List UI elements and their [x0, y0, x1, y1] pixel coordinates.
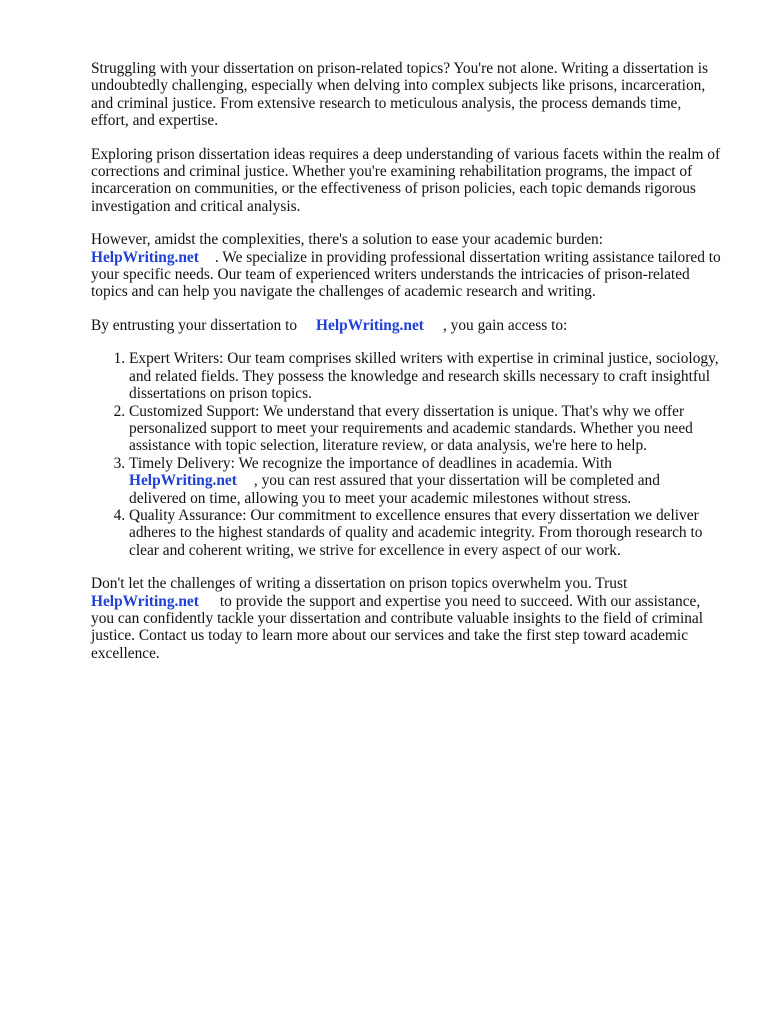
timely-delivery-text-after: , you can rest assured that your dissertation will be completed and delivered on time, allowing you to meet your academic milestones without stress. — [129, 472, 660, 507]
helpwriting-link[interactable]: HelpWriting.net — [91, 248, 199, 266]
list-item: 2. Customized Support: We understand that every dissertation is unique. That's why we offer personalized support to meet your requirements and academic standards. Whether you need assistance with topic selection, literature review, or data analysis, we're here to help. — [129, 403, 721, 455]
benefits-list — [91, 350, 721, 559]
closing-text-before: Don't let the challenges of writing a dissertation on prison topics overwhelm you. Trust — [91, 575, 628, 593]
solution-text-after: . We specialize in providing professional dissertation writing assistance tailored to your specific needs. Our team of experienced writers understands the intricacies of prison-related topics and can help you navigate the challenges of academic research and writing. — [91, 248, 721, 301]
timely-delivery-text: Timely Delivery: We recognize the importance of deadlines in academia. With — [129, 454, 612, 472]
helpwriting-link[interactable]: HelpWriting.net — [129, 472, 237, 490]
helpwriting-link[interactable]: HelpWriting.net — [91, 592, 199, 610]
intro-paragraph: Struggling with your dissertation on prison-related topics? You're not alone. Writing a dissertation is undoubtedly challenging, especially when delving into complex subjects like prisons, incarceration, and criminal justice. From extensive research to meticulous analysis, the process demands time, effort, and expertise. — [91, 60, 708, 130]
list-item — [129, 455, 721, 507]
solution-text-before: However, amidst the complexities, there's a solution to ease your academic burden: — [91, 231, 604, 249]
helpwriting-link[interactable]: HelpWriting.net — [316, 316, 424, 334]
closing-text-after: to provide the support and expertise you need to succeed. With our assistance, you can confidently tackle your dissertation and contribute valuable insights to the field of criminal justice. Contact us today to learn more about our services and take the first step toward academic excellence. — [91, 592, 704, 662]
exploring-paragraph: Exploring prison dissertation ideas requires a deep understanding of various facets within the realm of corrections and criminal justice. Whether you're examining rehabilitation programs, the impact of incarceration on communities, or the effectiveness of prison policies, each topic demands rigorous investigation and critical analysis. — [91, 145, 721, 215]
entrusting-text-before: By entrusting your dissertation to — [91, 316, 298, 334]
closing-paragraph — [91, 575, 721, 662]
list-item: 1. Expert Writers: Our team comprises skilled writers with expertise in criminal justice, sociology, and related fields. They possess the knowledge and research skills necessary to craft insightful dissertations on prison topics. — [129, 350, 721, 402]
entrusting-text-after: , you gain access to: — [442, 316, 568, 334]
solution-paragraph — [91, 231, 721, 301]
document-body — [91, 60, 721, 678]
entrusting-paragraph — [91, 317, 721, 334]
list-item: 4. Quality Assurance: Our commitment to excellence ensures that every dissertation we deliver adheres to the highest standards of quality and academic integrity. From thorough research to clear and coherent writing, we strive for excellence in every aspect of our work. — [129, 507, 721, 559]
